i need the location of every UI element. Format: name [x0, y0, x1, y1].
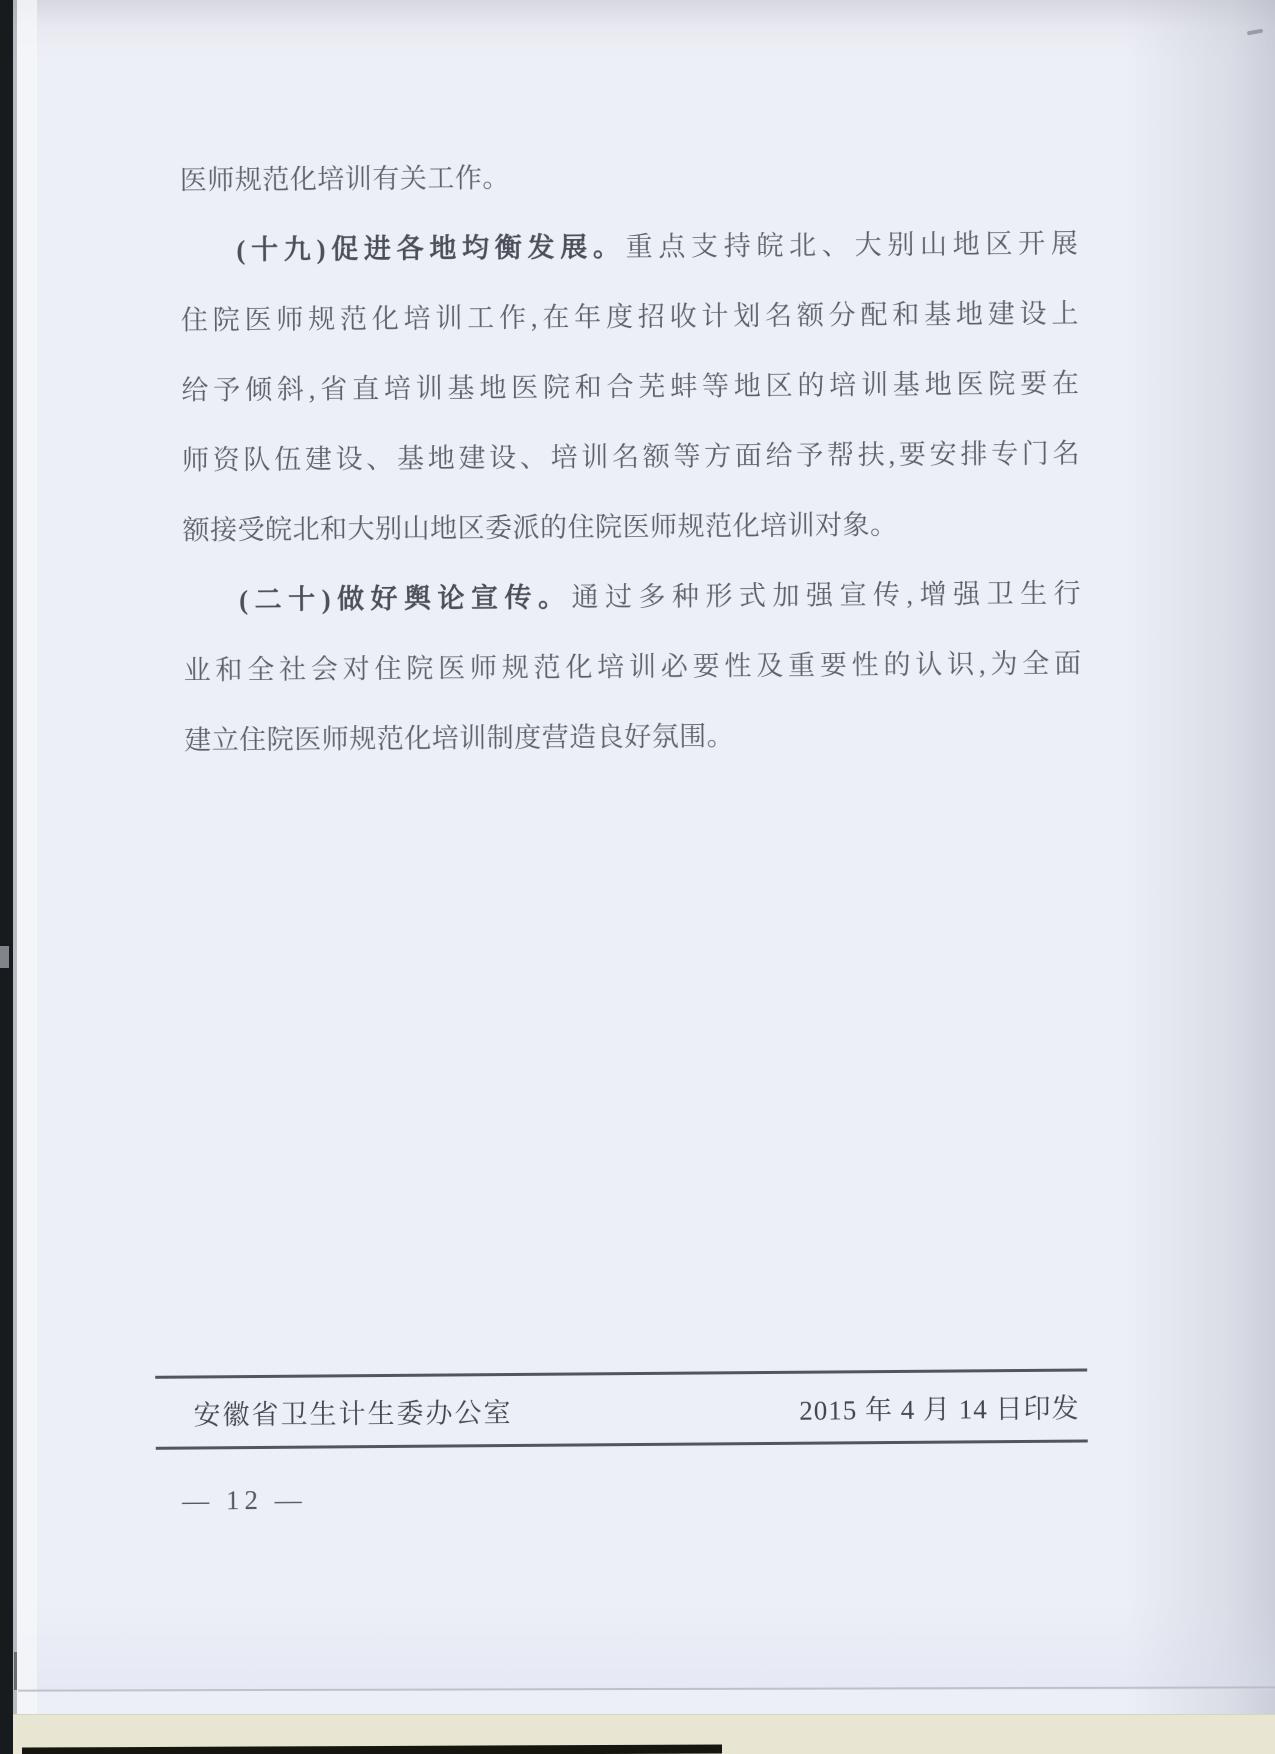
body-line: 业和全社会对住院医师规范化培训必要性及重要性的认识,为全面: [183, 648, 1082, 686]
body-line: [183, 559, 1082, 636]
body-line-text: 通过多种形式加强宣传,增强卫生行: [571, 578, 1082, 613]
print-date: 2015 年 4 月 14 日印发: [799, 1393, 1080, 1426]
body-line: 建立住院医师规范化培训制度营造良好氛围。: [184, 721, 735, 756]
body-line: 住院医师规范化培训工作,在年度招收计划名额分配和基地建设上: [180, 298, 1080, 336]
section-heading: (二十)做好舆论宣传。: [239, 582, 572, 616]
body-line-text: 重点支持皖北、大别山地区开展: [625, 228, 1079, 263]
footer-row: [155, 1371, 1088, 1446]
body-line: 额接受皖北和大别山地区委派的住院医师规范化培训对象。: [182, 509, 898, 546]
page-number: — 12 —: [182, 1484, 307, 1516]
section-heading: (十九)促进各地均衡发展。: [236, 232, 626, 266]
body-line: 医师规范化培训有关工作。: [179, 162, 510, 196]
issuing-office: 安徽省卫生计生委办公室: [193, 1397, 513, 1431]
body-line: 给予倾斜,省直培训基地医院和合芜蚌等地区的培训基地医院要在: [181, 368, 1080, 406]
document-footer: [155, 1368, 1088, 1449]
document-body: [180, 139, 1083, 776]
body-line: 师资队伍建设、基地建设、培训名额等方面给予帮扶,要安排专门名: [181, 438, 1081, 476]
body-line: [180, 209, 1079, 286]
